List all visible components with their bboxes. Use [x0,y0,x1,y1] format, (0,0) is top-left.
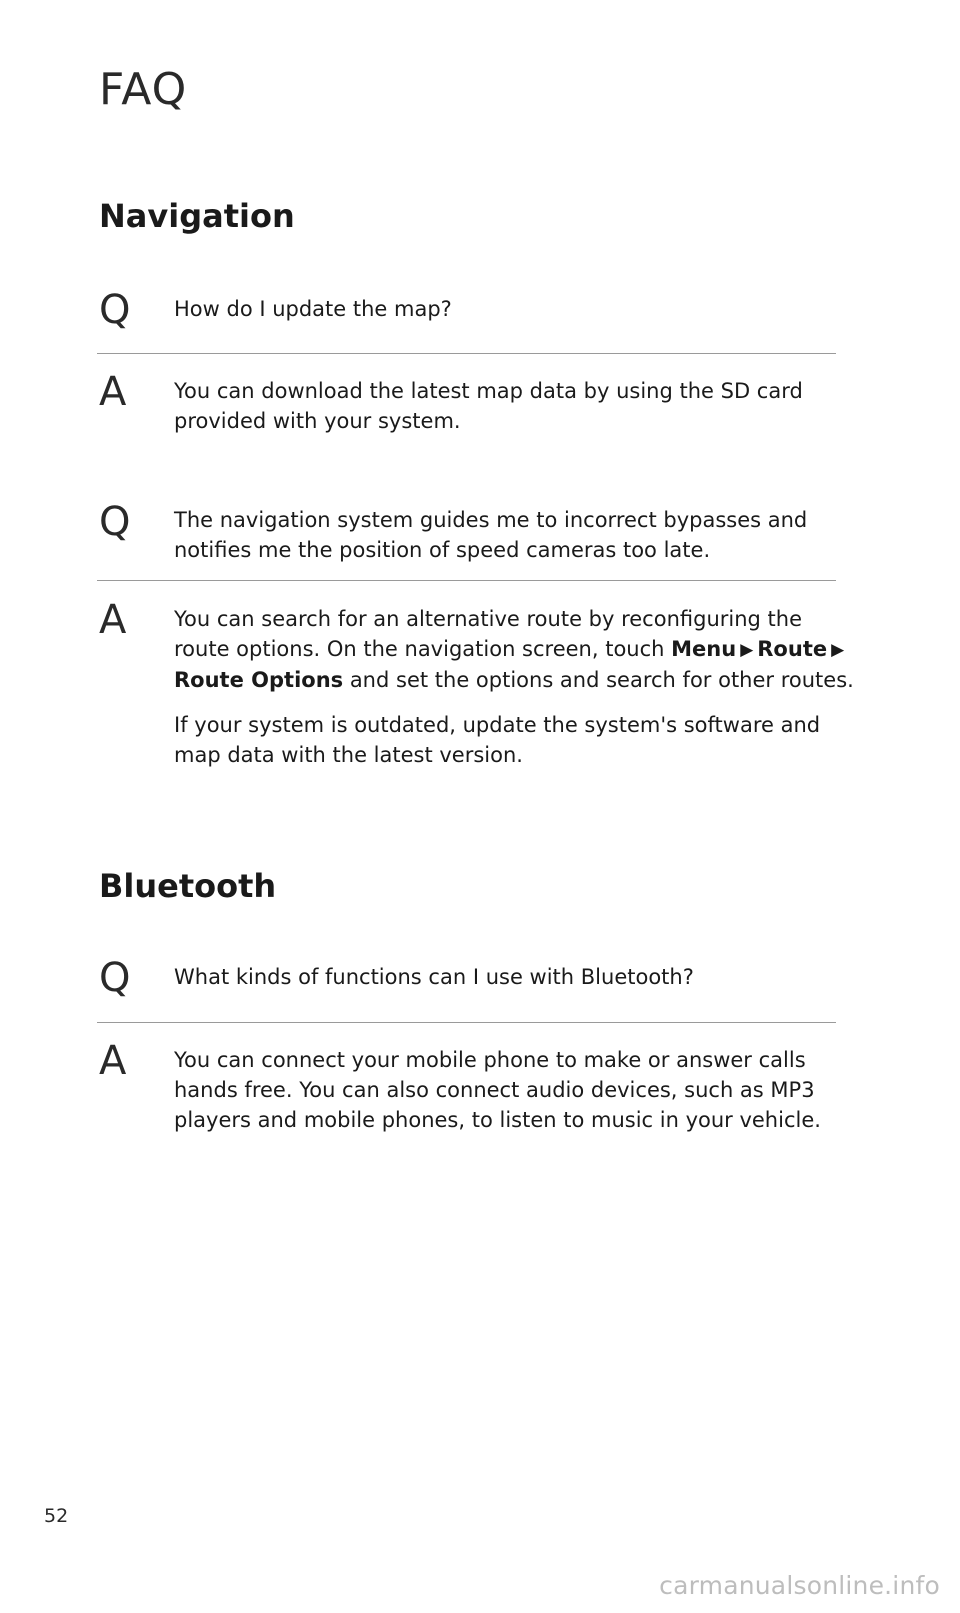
divider [97,1022,836,1023]
route-label: Route [757,637,828,661]
answer-marker: A [99,369,127,415]
arrow-right-icon: ▶ [831,640,845,660]
question-text [174,505,854,565]
route-options-label: Route Options [174,668,344,692]
section-heading-bluetooth: Bluetooth [99,867,277,905]
question-paragraph: What kinds of functions can I use with Bluetooth? [174,965,694,989]
question-text [174,294,854,324]
answer-paragraph-extra: If your system is outdated, update the system's software and map data with the latest version. [174,713,821,767]
question-text [174,962,854,992]
answer-text [174,1045,854,1135]
question-paragraph: How do I update the map? [174,297,452,321]
question-marker: Q [99,955,131,1001]
divider [97,353,836,354]
question-paragraph: The navigation system guides me to incorrect bypasses and notifies me the position of speed cameras too late. [174,508,808,562]
answer-marker: A [99,1038,127,1084]
arrow-right-icon: ▶ [740,640,754,660]
answer-marker: A [99,597,127,643]
page-number: 52 [44,1505,69,1527]
question-marker: Q [99,287,131,333]
answer-paragraph [174,604,854,695]
answer-intro: You can search for an alternative route by reconfiguring the route options. On the navigation screen, touch [174,607,803,661]
answer-text [174,604,854,770]
section-heading-navigation: Navigation [99,197,295,235]
answer-text [174,376,854,436]
answer-tail: and set the options and search for other routes. [343,668,854,692]
divider [97,580,836,581]
page-title: FAQ [99,64,188,115]
question-marker: Q [99,499,131,545]
menu-label: Menu [671,637,737,661]
answer-paragraph: You can connect your mobile phone to make or answer calls hands free. You can also connect audio devices, such as MP3 players and mobile phones, to listen to music in your vehicle. [174,1048,821,1132]
answer-paragraph: You can download the latest map data by using the SD card provided with your system. [174,379,803,433]
watermark: carmanualsonline.info [659,1571,940,1600]
